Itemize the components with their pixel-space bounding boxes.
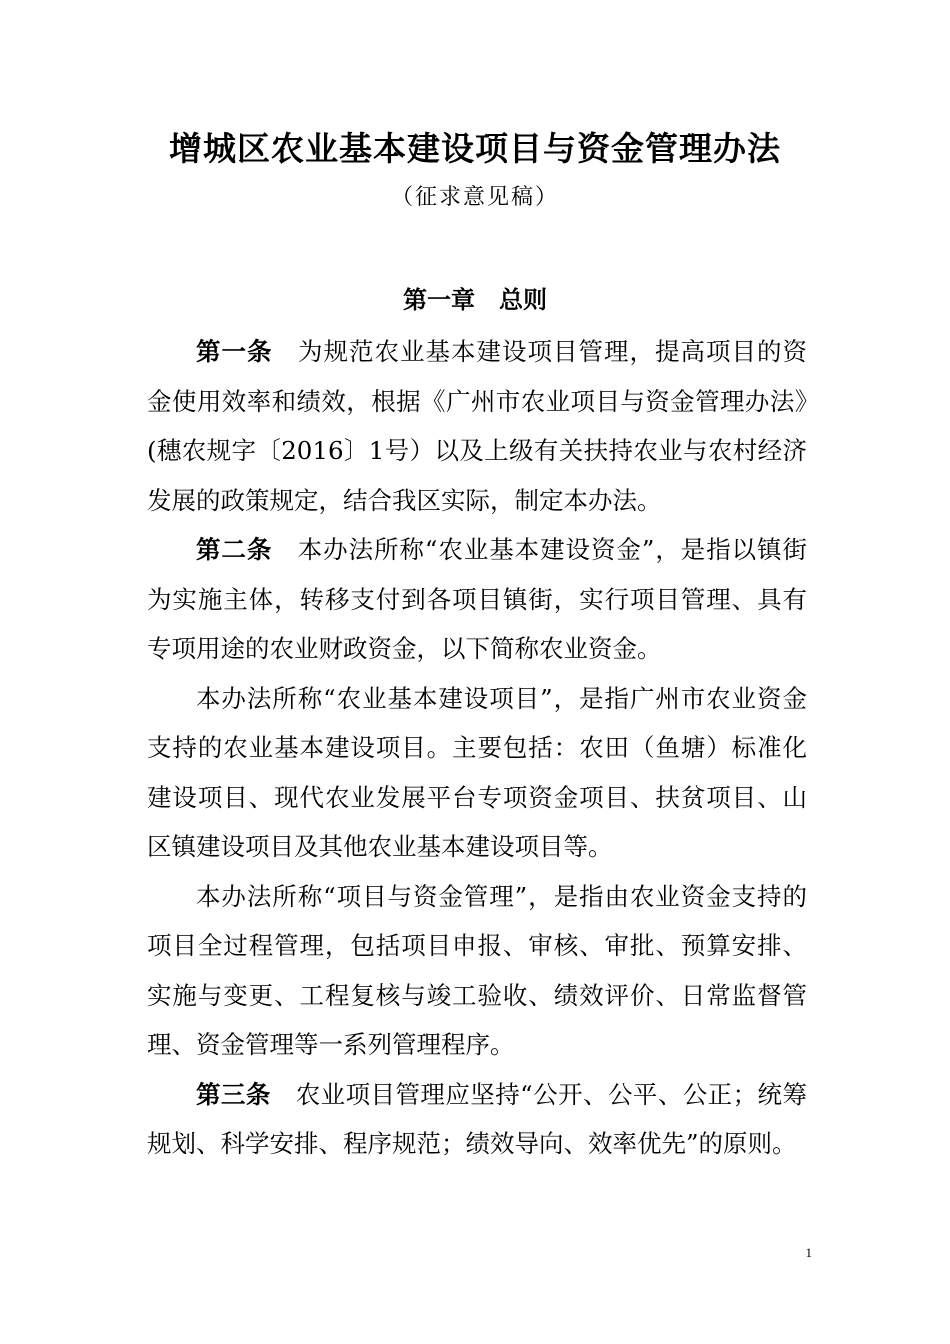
page-number: 1 — [805, 1245, 812, 1260]
chapter-heading: 第一章 总则 — [403, 286, 547, 314]
paragraph-article-3 — [147, 1070, 807, 1169]
paragraph-text: 本办法所称“项目与资金管理”，是指由农业资金支持的项目全过程管理，包括项目申报、审核、审批、预算安排、实施与变更、工程复核与竣工验收、绩效评价、日常监督管理、资金管理等一系列管理程序。 — [147, 881, 807, 1059]
paragraph-text: 本办法所称“农业基本建设项目”，是指广州市农业资金支持的农业基本建设项目。主要包括：农田（鱼塘）标准化建设项目、现代农业发展平台专项资金项目、扶贫项目、山区镇建设项目及其他农业基本建设项目等。 — [147, 683, 807, 861]
paragraph-text: 为规范农业基本建设项目管理，提高项目的资金使用效率和绩效，根据《广州市农业项目与资金管理办法》(穗农规字〔2016〕1号）以及上级有关扶持农业与农村经济发展的政策规定，结合我区实际，制定本办法。 — [147, 337, 807, 515]
document-subtitle: （征求意见稿） — [390, 185, 559, 210]
paragraph-definition-management — [147, 872, 807, 1070]
paragraph-article-1 — [147, 327, 807, 525]
article-label: 第三条 — [196, 1079, 271, 1109]
document-title: 增城区农业基本建设项目与资金管理办法 — [169, 129, 781, 168]
article-label: 第一条 — [196, 337, 273, 366]
document-body — [147, 327, 807, 1169]
article-label: 第二条 — [196, 535, 273, 564]
paragraph-text: 农业项目管理应坚持“公开、公平、公正；统筹规划、科学安排、程序规范；绩效导向、效率优先”的原则。 — [147, 1079, 807, 1158]
paragraph-text: 本办法所称“农业基本建设资金”，是指以镇街为实施主体，转移支付到各项目镇街，实行项目管理、具有专项用途的农业财政资金，以下简称农业资金。 — [147, 535, 807, 663]
paragraph-definition-project — [147, 674, 807, 872]
paragraph-article-2 — [147, 525, 807, 674]
